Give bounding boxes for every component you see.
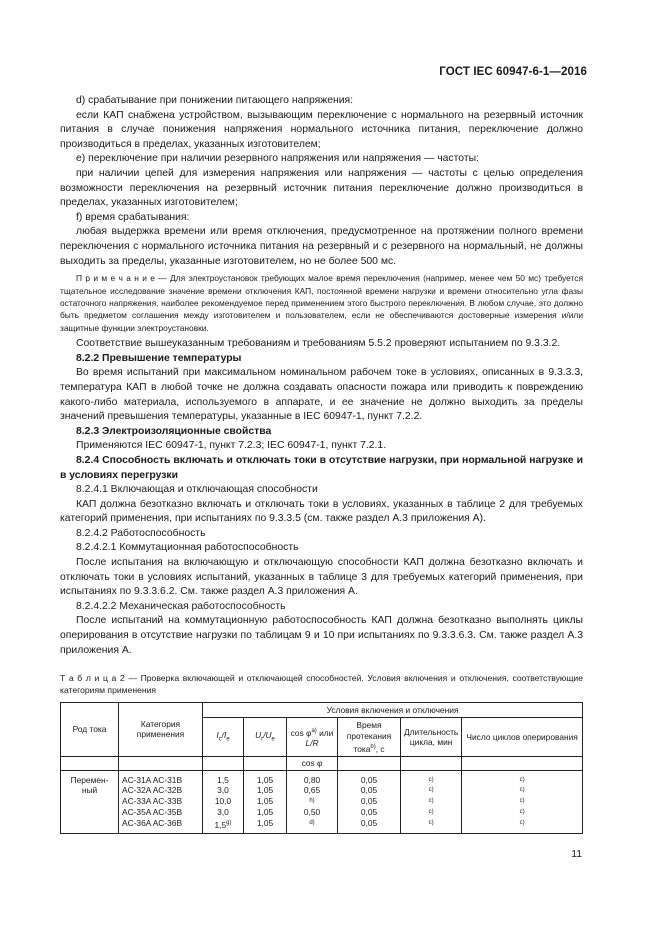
page-content bbox=[60, 94, 583, 834]
table-cell: 10,0 bbox=[214, 796, 232, 807]
table-cell: 0,65 bbox=[303, 785, 321, 796]
item-d: d) срабатывание при понижении питающего напряжения: bbox=[76, 95, 354, 106]
table-cell: c) bbox=[519, 776, 525, 783]
standard-header: ГОСТ IEC 60947-6-1—2016 bbox=[439, 66, 587, 78]
table-2-caption bbox=[60, 673, 583, 697]
table-cell: 0,05 bbox=[360, 774, 378, 785]
table-cell: c) bbox=[519, 808, 525, 815]
col-ur-ue-values bbox=[244, 770, 287, 833]
table-subheader-row bbox=[61, 756, 583, 770]
table-cell: 0,05 bbox=[360, 785, 378, 796]
table-cell: c) bbox=[428, 819, 434, 826]
table-cell: 1,5$^{g)}$ bbox=[214, 819, 232, 830]
heading-8-2-2: 8.2.2 Превышение температуры bbox=[76, 352, 242, 364]
table-cell: 0,05 bbox=[360, 817, 378, 828]
subheader-cos: cos φ bbox=[287, 756, 338, 770]
table-cell: 1,05 bbox=[256, 817, 274, 828]
header-current-time: Время протекания тока$^{b)}$, с bbox=[338, 718, 401, 757]
col-time-values bbox=[338, 770, 401, 833]
header-ic-ie: $I_c/I_e$ bbox=[203, 718, 244, 757]
table-header-row-1 bbox=[61, 702, 583, 718]
item-f: f) время срабатывания: bbox=[76, 211, 190, 223]
heading-8-2-4-2-2: 8.2.4.2.2 Механическая работоспособность bbox=[76, 600, 286, 612]
item-d-text: если КАП снабжена устройством, вызывающим переключение с нормального на резервный источник питания в случае понижения напряжения нормального источника питания, переключение должно производиться в пределах, указанных изготовителем; bbox=[60, 109, 583, 150]
table-caption-label: Т а б л и ц а bbox=[60, 673, 117, 684]
heading-8-2-4-2: 8.2.4.2 Работоспособность bbox=[76, 527, 206, 539]
table-cell: 1,05 bbox=[256, 806, 274, 817]
table-cell: AC-33A AC-33B bbox=[122, 796, 183, 807]
table-cell: c) bbox=[519, 819, 525, 826]
item-e-text: при наличии цепей для измерения напряжения или напряжения — частоты с целью определения возможности переключения на резервный источник питания переключение должно производиться в пределах, указанных изготовителем; bbox=[60, 167, 583, 209]
header-conditions-group: Условия включения и отключения bbox=[203, 702, 583, 718]
header-cycle-duration: Длительность цикла, мин bbox=[401, 718, 462, 757]
table-cell: c) bbox=[519, 798, 525, 805]
col-duration-values bbox=[401, 770, 462, 833]
compliance-text: Соответствие вышеуказанным требованиям и требованиям 5.5.2 проверяют испытанием по 9.3.3.2. bbox=[76, 338, 561, 350]
item-f-text: любая выдержка времени или время отключения, предусмотренное на протяжении полного времени переключения с нормального источника питания на резервный и с резервного на нормальный, не должны выходить за пределы, указанные изготовителем, но не более 500 мс. bbox=[60, 226, 583, 267]
table-cell: AC-31A AC-31B bbox=[122, 774, 183, 785]
table-cell: c) bbox=[428, 787, 434, 794]
header-ur-ue: $U_r/U_e$ bbox=[244, 718, 287, 757]
table-cell: c) bbox=[428, 808, 434, 815]
table-cell: AC-32A AC-32B bbox=[122, 785, 183, 796]
text-8-2-2: Во время испытаний при максимальном номинальном рабочем токе в условиях, описанных в 9.3.3.3, температура КАП в любой точке не должна создавать опасности пожара или приводить к повреждению какого-либо материала, используемого в аппарате, и ее значение не должно выходить за пределы значений превышения температуры, указанные в IEC 60947-1, пункт 7.2.2. bbox=[60, 367, 583, 423]
header-category: Категория применения bbox=[119, 702, 203, 756]
table-cell: 1,05 bbox=[256, 796, 274, 807]
table-cell: 1,05 bbox=[256, 785, 274, 796]
table-body-row bbox=[61, 770, 583, 833]
heading-8-2-4-1: 8.2.4.1 Включающая и отключающая способности bbox=[76, 484, 318, 496]
table-cell: c) bbox=[428, 776, 434, 783]
table-cell: 1,5 bbox=[217, 774, 229, 785]
table-caption-text: 2 — Проверка включающей и отключающей способностей. Условия включения и отключения, соответствующие категориям применения bbox=[60, 673, 584, 696]
table-cell: 0,05 bbox=[360, 806, 378, 817]
table-cell: 0,50 bbox=[303, 806, 321, 817]
text-8-2-4-1: КАП должна безотказно включать и отключать токи в условиях, указанных в таблице 2 для требуемых категорий применения, при испытаниях по 9.3.3.5 (см. также раздел А.3 приложения А). bbox=[60, 498, 583, 525]
table-cell: c) bbox=[428, 798, 434, 805]
heading-8-2-4-2-1: 8.2.4.2.1 Коммутационная работоспособность bbox=[76, 542, 299, 554]
table-cell: d) bbox=[309, 819, 315, 826]
table-cell: 0,80 bbox=[303, 774, 321, 785]
header-cos-lr: $\cos \varphi^{a)}$ или L/R bbox=[287, 718, 338, 757]
note bbox=[60, 272, 583, 334]
table-cell: c) bbox=[519, 787, 525, 794]
table-cell: 1,05 bbox=[256, 774, 274, 785]
header-current-type: Род тока bbox=[61, 702, 119, 756]
table-cell: AC-35A AC-35B bbox=[122, 806, 183, 817]
table-2 bbox=[60, 702, 583, 834]
text-8-2-3: Применяются IEC 60947-1, пункт 7.2.3; IEC 60947-1, пункт 7.2.1. bbox=[76, 440, 387, 452]
note-text: — Для электроустановок требующих малое время переключения (например, менее чем 50 мс) требуется тщательное исследование значение времени отключения КАП, постоянной времени нагрузки и времени относительно угла фазы остаточного напряжения, наиболее рекомендуемое перед применением этого быстрого переключения. В любом случае, это должно быть предметом соглашения между изготовителем и пользователем, если не обеспечиваются достоверные измерения и/или защитные функции электроустановки. bbox=[60, 273, 583, 333]
table-cell: AC-36A AC-36B bbox=[122, 817, 183, 828]
heading-8-2-3: 8.2.3 Электроизоляционные свойства bbox=[76, 425, 272, 437]
col-category-values bbox=[119, 770, 203, 833]
note-label: П р и м е ч а н и е bbox=[76, 273, 155, 284]
header-cycles-count: Число циклов оперирования bbox=[462, 718, 583, 757]
heading-8-2-4: 8.2.4 Способность включать и отключать токи в отсутствие нагрузки, при нормальной нагрузке и в условиях перегрузки bbox=[60, 454, 583, 481]
page-number: 11 bbox=[571, 849, 582, 860]
col-cos-values bbox=[287, 770, 338, 833]
table-cell: h) bbox=[309, 798, 315, 805]
item-e: e) переключение при наличии резервного напряжения или напряжения — частоты: bbox=[76, 153, 479, 165]
col-ic-ie-values bbox=[203, 770, 244, 833]
table-cell: 0,05 bbox=[360, 796, 378, 807]
table-cell: 3,0 bbox=[217, 806, 229, 817]
row-current-type: Перемен-ный bbox=[61, 770, 119, 833]
table-cell: 3,0 bbox=[217, 785, 229, 796]
col-cycles-values bbox=[462, 770, 583, 833]
text-8-2-4-2-1: После испытания на включающую и отключающую способности КАП должна безотказно включать и отключать токи в условиях испытаний, указанных в таблице 3 для требуемых категорий применения, при испытаниях по 9.3.3.6.2. См. также раздел А.3 приложения А. bbox=[60, 557, 583, 598]
text-8-2-4-2-2: После испытаний на коммутационную работоспособность КАП должна безотказно выполнять циклы оперирования в отсутствие нагрузки по таблицам 9 и 10 при испытаниях по 9.3.3.6.3. См. также раздел А.3 приложения А. bbox=[60, 615, 583, 656]
